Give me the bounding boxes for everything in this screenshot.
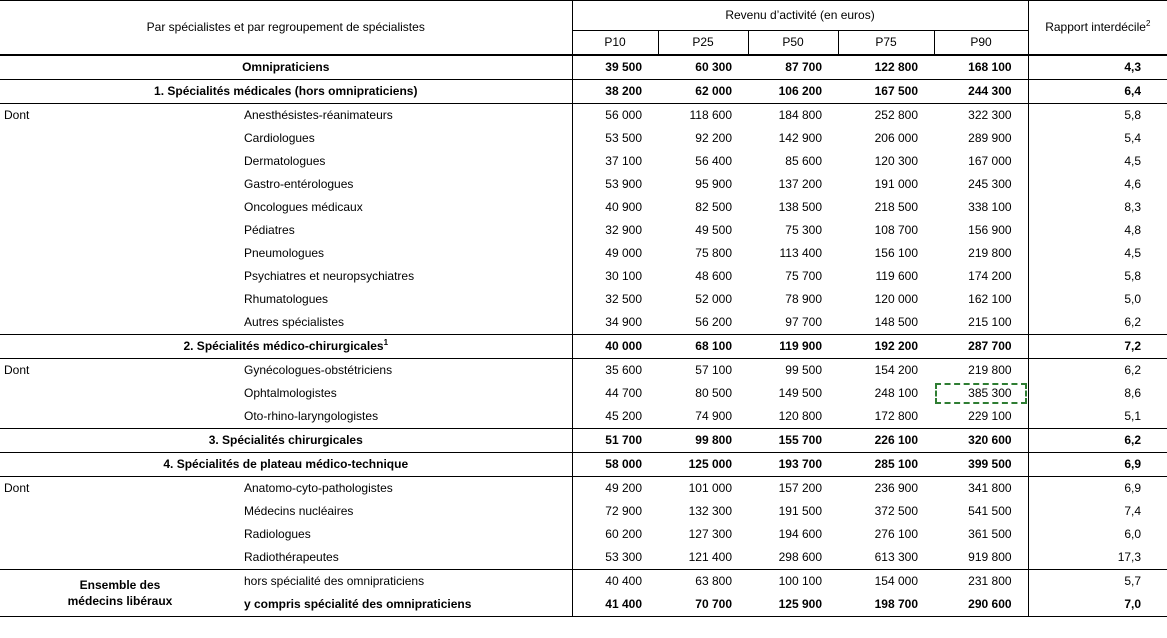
ratio-cell: 6,2 <box>1028 429 1167 453</box>
row-label: Psychiatres et neuropsychiatres <box>240 265 572 288</box>
table-row <box>0 429 1167 453</box>
value-cell: 162 100 <box>968 292 1012 306</box>
table-row <box>0 546 1167 570</box>
value-cell: 122 800 <box>874 60 918 74</box>
table-row <box>0 523 1167 546</box>
value-cell: 192 200 <box>874 339 918 353</box>
value-cell: 95 900 <box>695 177 732 191</box>
value-cell: 191 000 <box>874 177 918 191</box>
value-cell: 99 800 <box>695 433 732 447</box>
value-cell: 226 100 <box>874 433 918 447</box>
ratio-cell: 5,8 <box>1028 265 1167 288</box>
value-cell: 62 000 <box>695 84 732 98</box>
value-cell: 285 100 <box>874 457 918 471</box>
value-cell: 97 700 <box>785 315 822 329</box>
value-cell: 120 800 <box>778 409 822 423</box>
value-cell: 231 800 <box>968 574 1012 588</box>
value-cell: 52 000 <box>695 292 732 306</box>
value-cell: 75 800 <box>695 246 732 260</box>
value-cell: 245 300 <box>968 177 1012 191</box>
value-cell: 75 300 <box>785 223 822 237</box>
value-cell: 148 500 <box>874 315 918 329</box>
table-row <box>0 288 1167 311</box>
ratio-cell: 7,2 <box>1028 335 1167 359</box>
value-cell: 41 400 <box>572 593 658 617</box>
value-cell: 919 800 <box>968 550 1012 564</box>
value-cell: 248 100 <box>874 386 918 400</box>
value-cell: 184 800 <box>778 108 822 122</box>
row-label: Oto-rhino-laryngologistes <box>240 405 572 429</box>
dont-label <box>0 242 240 265</box>
ratio-cell: 7,4 <box>1028 500 1167 523</box>
value-cell: 142 900 <box>778 131 822 145</box>
group-label-text: 1. Spécialités médicales (hors omnipraticiens) <box>154 84 418 98</box>
row-label: Pédiatres <box>240 219 572 242</box>
row-label: Rhumatologues <box>240 288 572 311</box>
value-cell: 32 500 <box>572 288 658 311</box>
value-cell: 385 300 <box>934 382 1028 405</box>
ensemble-label-line1: Ensemble des <box>79 578 161 592</box>
ratio-cell: 5,4 <box>1028 127 1167 150</box>
dont-label <box>0 500 240 523</box>
value-cell: 341 800 <box>968 481 1012 495</box>
table-row <box>0 405 1167 429</box>
value-cell: 198 700 <box>874 597 918 611</box>
value-cell: 58 000 <box>572 453 658 477</box>
value-cell: 60 300 <box>695 60 732 74</box>
value-cell: 53 500 <box>572 127 658 150</box>
value-cell: 68 100 <box>695 339 732 353</box>
row-label: Médecins nucléaires <box>240 500 572 523</box>
header-specialties: Par spécialistes et par regroupement de spécialistes <box>0 1 572 56</box>
dont-label <box>0 288 240 311</box>
dont-label <box>0 127 240 150</box>
group-label <box>0 453 572 477</box>
row-label: Ophtalmologistes <box>240 382 572 405</box>
row-label: y compris spécialité des omnipraticiens <box>240 593 572 617</box>
value-cell: 290 600 <box>968 597 1012 611</box>
value-cell: 118 600 <box>689 108 732 122</box>
value-cell: 120 000 <box>874 292 918 306</box>
value-cell: 322 300 <box>968 108 1012 122</box>
value-cell: 236 900 <box>874 481 918 495</box>
value-cell: 119 900 <box>779 339 822 353</box>
header-col-p90: P90 <box>934 31 1028 56</box>
value-cell: 613 300 <box>874 550 918 564</box>
dont-label: Dont <box>4 481 30 495</box>
value-cell: 119 600 <box>875 269 918 283</box>
table-row <box>0 219 1167 242</box>
value-cell: 101 000 <box>688 481 732 495</box>
value-cell: 372 500 <box>874 504 918 518</box>
dont-label <box>0 150 240 173</box>
value-cell: 99 500 <box>785 363 822 377</box>
group-label <box>0 80 572 104</box>
value-cell: 57 100 <box>695 363 732 377</box>
ratio-cell: 5,7 <box>1028 570 1167 594</box>
value-cell: 85 600 <box>785 154 822 168</box>
row-label: Pneumologues <box>240 242 572 265</box>
value-cell: 156 100 <box>874 246 918 260</box>
value-cell: 63 800 <box>695 574 732 588</box>
value-cell: 100 100 <box>778 574 822 588</box>
header-ratio: Rapport interdécile$^2$ <box>1028 1 1167 56</box>
value-cell: 40 400 <box>572 570 658 594</box>
value-cell: 40 900 <box>572 196 658 219</box>
ratio-cell: 6,9 <box>1028 477 1167 501</box>
row-label: Dermatologues <box>240 150 572 173</box>
table-row <box>0 311 1167 335</box>
value-cell: 80 500 <box>695 386 732 400</box>
value-cell: 48 600 <box>695 269 732 283</box>
value-cell: 215 100 <box>968 315 1012 329</box>
dont-label: Dont <box>4 363 30 377</box>
value-cell: 30 100 <box>572 265 658 288</box>
value-cell: 154 000 <box>874 574 918 588</box>
table-row <box>0 150 1167 173</box>
row-label: Radiologues <box>240 523 572 546</box>
value-cell: 193 700 <box>778 457 822 471</box>
group-label <box>0 335 572 359</box>
value-cell: 338 100 <box>968 200 1012 214</box>
row-label: hors spécialité des omnipraticiens <box>240 570 572 594</box>
value-cell: 108 700 <box>874 223 918 237</box>
group-label-text: 3. Spécialités chirurgicales <box>208 433 363 447</box>
dont-label <box>0 405 240 429</box>
row-label: Autres spécialistes <box>240 311 572 335</box>
dont-label: Dont <box>4 108 30 122</box>
value-cell: 298 600 <box>778 550 822 564</box>
ratio-cell: 6,2 <box>1028 359 1167 383</box>
value-cell: 287 700 <box>968 339 1012 353</box>
group-label <box>0 429 572 453</box>
value-cell: 106 200 <box>778 84 822 98</box>
value-cell: 206 000 <box>874 131 918 145</box>
value-cell: 92 200 <box>695 131 732 145</box>
value-cell: 87 700 <box>785 60 822 74</box>
value-cell: 168 100 <box>968 60 1012 74</box>
value-cell: 70 700 <box>695 597 732 611</box>
group-label-text: 2. Spécialités médico-chirurgicales <box>183 339 384 353</box>
table-row <box>0 335 1167 359</box>
row-label: Anatomo-cyto-pathologistes <box>240 477 572 501</box>
value-cell: 53 300 <box>572 546 658 570</box>
value-cell: 138 500 <box>778 200 822 214</box>
table-row <box>0 382 1167 405</box>
value-cell: 82 500 <box>695 200 732 214</box>
row-label: Gynécologues-obstétriciens <box>240 359 572 383</box>
table-row <box>0 242 1167 265</box>
value-cell: 541 500 <box>968 504 1012 518</box>
header-col-p25: P25 <box>658 31 748 56</box>
row-label: Radiothérapeutes <box>240 546 572 570</box>
value-cell: 60 200 <box>572 523 658 546</box>
table-row <box>0 453 1167 477</box>
ratio-cell: 6,0 <box>1028 523 1167 546</box>
value-cell: 49 000 <box>572 242 658 265</box>
value-cell: 125 000 <box>688 457 732 471</box>
table-row <box>0 127 1167 150</box>
value-cell: 44 700 <box>572 382 658 405</box>
value-cell: 120 300 <box>874 154 918 168</box>
value-cell: 49 200 <box>572 477 658 501</box>
ratio-cell: 17,3 <box>1028 546 1167 570</box>
ratio-cell: 6,2 <box>1028 311 1167 335</box>
dont-label <box>0 196 240 219</box>
value-cell: 39 500 <box>572 55 658 80</box>
table-row <box>0 265 1167 288</box>
row-label-omnipraticiens: Omnipraticiens <box>0 55 572 80</box>
value-cell: 229 100 <box>968 409 1012 423</box>
header-col-p50: P50 <box>748 31 838 56</box>
value-cell: 289 900 <box>968 131 1012 145</box>
dont-label <box>0 265 240 288</box>
value-cell: 149 500 <box>778 386 822 400</box>
value-cell: 113 400 <box>779 246 822 260</box>
ratio-cell: 8,3 <box>1028 196 1167 219</box>
table-row <box>0 477 1167 501</box>
table-row <box>0 173 1167 196</box>
value-cell: 125 900 <box>778 597 822 611</box>
value-cell: 78 900 <box>785 292 822 306</box>
value-cell: 35 600 <box>572 359 658 383</box>
header-col-p10: P10 <box>572 31 658 56</box>
group-label-text: 4. Spécialités de plateau médico-technique <box>163 457 409 471</box>
value-cell: 219 800 <box>968 246 1012 260</box>
value-cell: 132 300 <box>688 504 732 518</box>
value-cell: 191 500 <box>778 504 822 518</box>
ratio-cell: 6,9 <box>1028 453 1167 477</box>
dont-label <box>0 546 240 570</box>
table-row <box>0 500 1167 523</box>
dont-label <box>0 523 240 546</box>
value-cell: 74 900 <box>695 409 732 423</box>
header-col-p75: P75 <box>838 31 934 56</box>
ensemble-label-line2: médecins libéraux <box>67 594 173 608</box>
row-label: Anesthésistes-réanimateurs <box>240 104 572 128</box>
dont-label <box>0 382 240 405</box>
table-row <box>0 359 1167 383</box>
ratio-cell: 4,6 <box>1028 173 1167 196</box>
value-cell: 53 900 <box>572 173 658 196</box>
value-cell: 154 200 <box>874 363 918 377</box>
value-cell: 49 500 <box>695 223 732 237</box>
value-cell: 276 100 <box>874 527 918 541</box>
ratio-cell: 4,5 <box>1028 150 1167 173</box>
value-cell: 75 700 <box>785 269 822 283</box>
value-cell: 194 600 <box>778 527 822 541</box>
value-cell: 56 200 <box>695 315 732 329</box>
value-cell: 127 300 <box>688 527 732 541</box>
value-cell: 56 400 <box>695 154 732 168</box>
value-cell: 174 200 <box>968 269 1012 283</box>
table-row <box>0 196 1167 219</box>
ensemble-label <box>0 570 240 617</box>
table-row <box>0 104 1167 128</box>
row-label: Cardiologues <box>240 127 572 150</box>
footnote-ref: 1 <box>383 338 389 347</box>
ratio-cell: 4,8 <box>1028 219 1167 242</box>
value-cell: 156 900 <box>968 223 1012 237</box>
value-cell: 361 500 <box>968 527 1012 541</box>
ratio-cell: 7,0 <box>1028 593 1167 617</box>
value-cell: 121 400 <box>688 550 732 564</box>
ratio-cell: 5,0 <box>1028 288 1167 311</box>
table-row <box>0 55 1167 80</box>
value-cell: 38 200 <box>572 80 658 104</box>
ratio-cell: 5,8 <box>1028 104 1167 128</box>
value-cell: 172 800 <box>874 409 918 423</box>
value-cell: 37 100 <box>572 150 658 173</box>
value-cell: 72 900 <box>572 500 658 523</box>
ratio-cell: 4,5 <box>1028 242 1167 265</box>
value-cell: 167 500 <box>874 84 918 98</box>
value-cell: 218 500 <box>874 200 918 214</box>
dont-label <box>0 173 240 196</box>
value-cell: 157 200 <box>778 481 822 495</box>
value-cell: 252 800 <box>874 108 918 122</box>
value-cell: 219 800 <box>968 363 1012 377</box>
dont-label <box>0 219 240 242</box>
value-cell: 137 200 <box>778 177 822 191</box>
value-cell: 40 000 <box>572 335 658 359</box>
ratio-cell: 8,6 <box>1028 382 1167 405</box>
value-cell: 45 200 <box>572 405 658 429</box>
value-cell: 56 000 <box>572 104 658 128</box>
value-cell: 34 900 <box>572 311 658 335</box>
value-cell: 244 300 <box>968 84 1012 98</box>
table-row <box>0 80 1167 104</box>
header-revenue: Revenu d’activité (en euros) <box>725 8 875 22</box>
value-cell: 320 600 <box>968 433 1012 447</box>
value-cell: 32 900 <box>572 219 658 242</box>
value-cell: 399 500 <box>968 457 1012 471</box>
ratio-cell: 5,1 <box>1028 405 1167 429</box>
table-row <box>0 570 1167 594</box>
row-label: Gastro-entérologues <box>240 173 572 196</box>
ratio-cell: 4,3 <box>1028 55 1167 80</box>
row-label: Oncologues médicaux <box>240 196 572 219</box>
value-cell: 51 700 <box>572 429 658 453</box>
value-cell: 155 700 <box>778 433 822 447</box>
value-cell: 167 000 <box>968 154 1012 168</box>
ratio-cell: 6,4 <box>1028 80 1167 104</box>
dont-label <box>0 311 240 335</box>
